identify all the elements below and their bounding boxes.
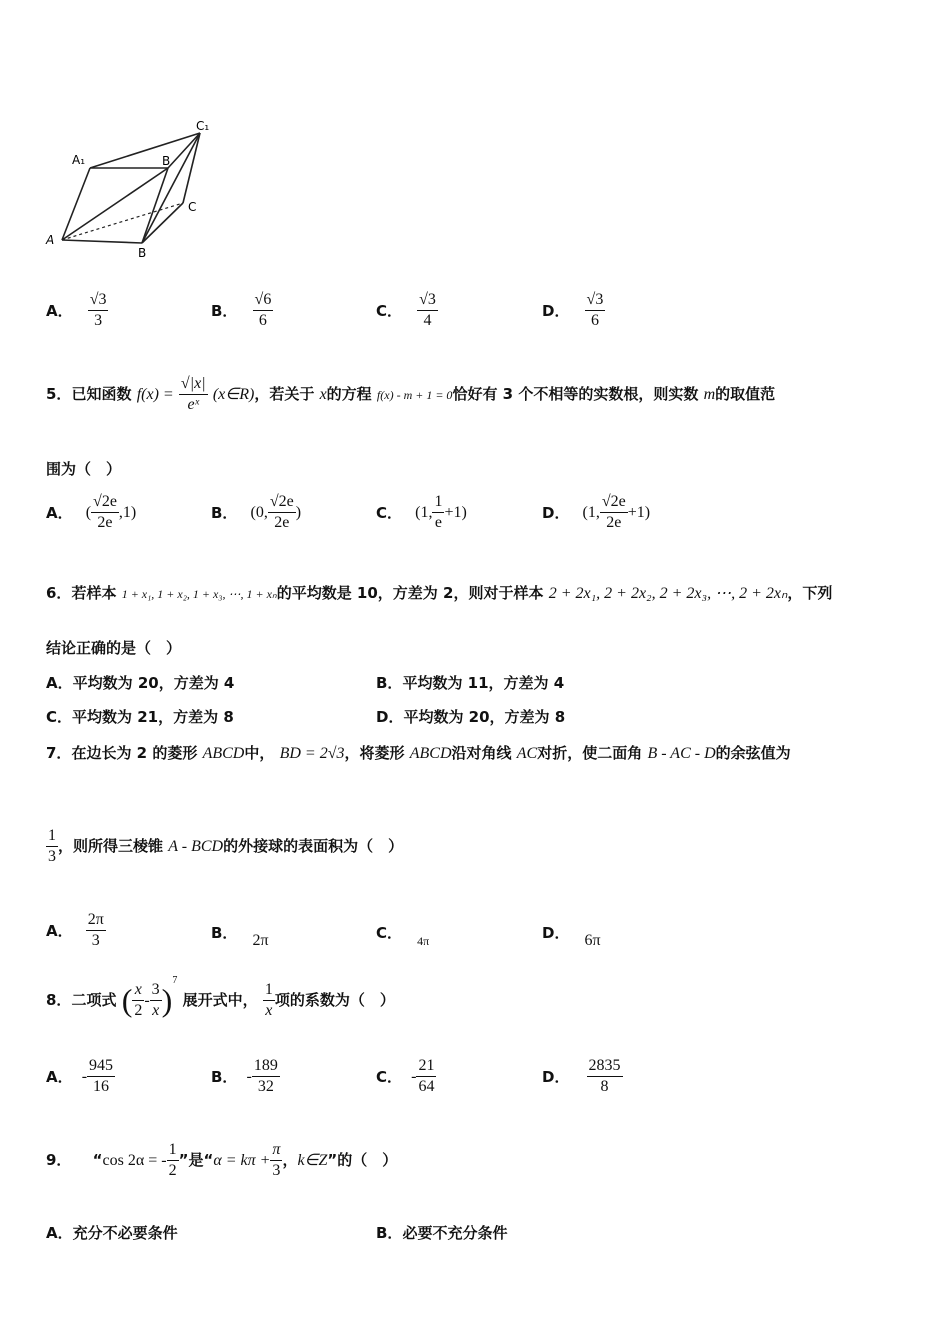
q7-option-d[interactable]: D． 6π: [542, 924, 601, 949]
q6-option-b[interactable]: B．平均数为 11，方差为 4: [376, 674, 565, 692]
q4-option-c[interactable]: C． $\frac{√3}{4}$: [376, 291, 436, 329]
label-a: A: [46, 233, 55, 247]
q4-option-d[interactable]: D． $\frac{√3}{6}$: [542, 291, 604, 329]
fraction: $\frac{√3}{3}$: [89, 291, 107, 329]
fraction: $\frac{√6}{6}$: [254, 291, 272, 329]
q9-option-b[interactable]: B．必要不充分条件: [376, 1224, 508, 1242]
q6-option-c[interactable]: C．平均数为 21，方差为 8: [46, 708, 234, 726]
q8-option-b[interactable]: B． - $\frac{189}{32}$: [211, 1057, 278, 1095]
q9-option-a[interactable]: A．充分不必要条件: [46, 1224, 178, 1242]
q5-option-c[interactable]: C． (1, $\frac{1}{e}$ +1): [376, 493, 467, 531]
q5-option-d[interactable]: D． (1, $\frac{√2e}{2e}$ +1): [542, 493, 651, 531]
fraction: $\frac{√3}{6}$: [586, 291, 604, 329]
q6-option-d[interactable]: D．平均数为 20，方差为 8: [376, 708, 566, 726]
q8-option-a[interactable]: A． - $\frac{945}{16}$: [46, 1057, 114, 1095]
label-c: C: [188, 200, 197, 214]
q4-option-b[interactable]: B． $\frac{√6}{6}$: [211, 291, 272, 329]
fraction: $\frac{√3}{4}$: [419, 291, 436, 329]
q7-option-c[interactable]: C． $_{4\pi}$: [376, 924, 430, 948]
q7-option-a[interactable]: A． $\frac{2\pi}{3}$: [46, 911, 104, 949]
q7-option-b[interactable]: B． 2π: [211, 924, 269, 949]
question-9: 9． “cos 2α = - $\frac{1}{2}$ ”是“α = kπ + $\frac{\pi}{3}$ ，k∈Z”的（ ）: [46, 1141, 398, 1179]
q8-option-c[interactable]: C． - $\frac{21}{64}$: [376, 1057, 435, 1095]
label-b: B: [138, 246, 147, 260]
question-5-line2: 围为（ ）: [46, 460, 122, 478]
question-6-line2: 结论正确的是（ ）: [46, 639, 182, 657]
label-a1: A₁: [72, 153, 86, 167]
cosine-fraction: $\frac{1}{3}$: [48, 827, 56, 865]
q5-option-a[interactable]: A． ( $\frac{√2e}{2e}$ ,1): [46, 493, 137, 531]
function-fraction: $\frac{√|x|}{\text{eˣ}}$: [180, 375, 206, 413]
q8-option-d[interactable]: D． $\frac{2835}{8}$: [542, 1057, 621, 1095]
question-7-line1: 7．在边长为 2 的菱形 ABCD中， BD = 2√3，将菱形 ABCD沿对角线 AC对折，使二面角 B - AC - D的余弦值为: [46, 744, 791, 762]
label-c1: C₁: [196, 119, 210, 133]
q4-option-a[interactable]: A． $\frac{√3}{3}$: [46, 291, 107, 329]
question-5-line1: 5．已知函数 f(x) = $\frac{√|x|}{\text{eˣ}}$ (x∈R)，若关于 x的方程 f(x) - m + 1 = 0恰好有 3 个不相等的实数根，则实数 m的取值范: [46, 375, 776, 413]
q6-option-a[interactable]: A．平均数为 20，方差为 4: [46, 674, 235, 692]
question-7-line2: $\frac{1}{3}$ ，则所得三棱锥 A - BCD的外接球的表面积为（ ）: [48, 827, 404, 865]
question-6-line1: 6．若样本 1 + x₁, 1 + x₂, 1 + x₃, ⋯, 1 + xₙ的平均数是 10，方差为 2，则对于样本 2 + 2x₁, 2 + 2x₂, 2 + 2x₃, ⋯, 2 + 2xₙ，下列: [46, 584, 833, 602]
question-8: 8．二项式 ( $\frac{x}{2}$ - $\frac{3}{x}$ )$^7$ 展开式中， $\frac{1}{x}$ 项的系数为（ ）: [46, 975, 395, 1019]
label-b1: B: [162, 154, 171, 168]
q5-option-b[interactable]: B． (0, $\frac{√2e}{2e}$ ): [211, 493, 302, 531]
parallelepiped-figure: [40, 115, 230, 265]
